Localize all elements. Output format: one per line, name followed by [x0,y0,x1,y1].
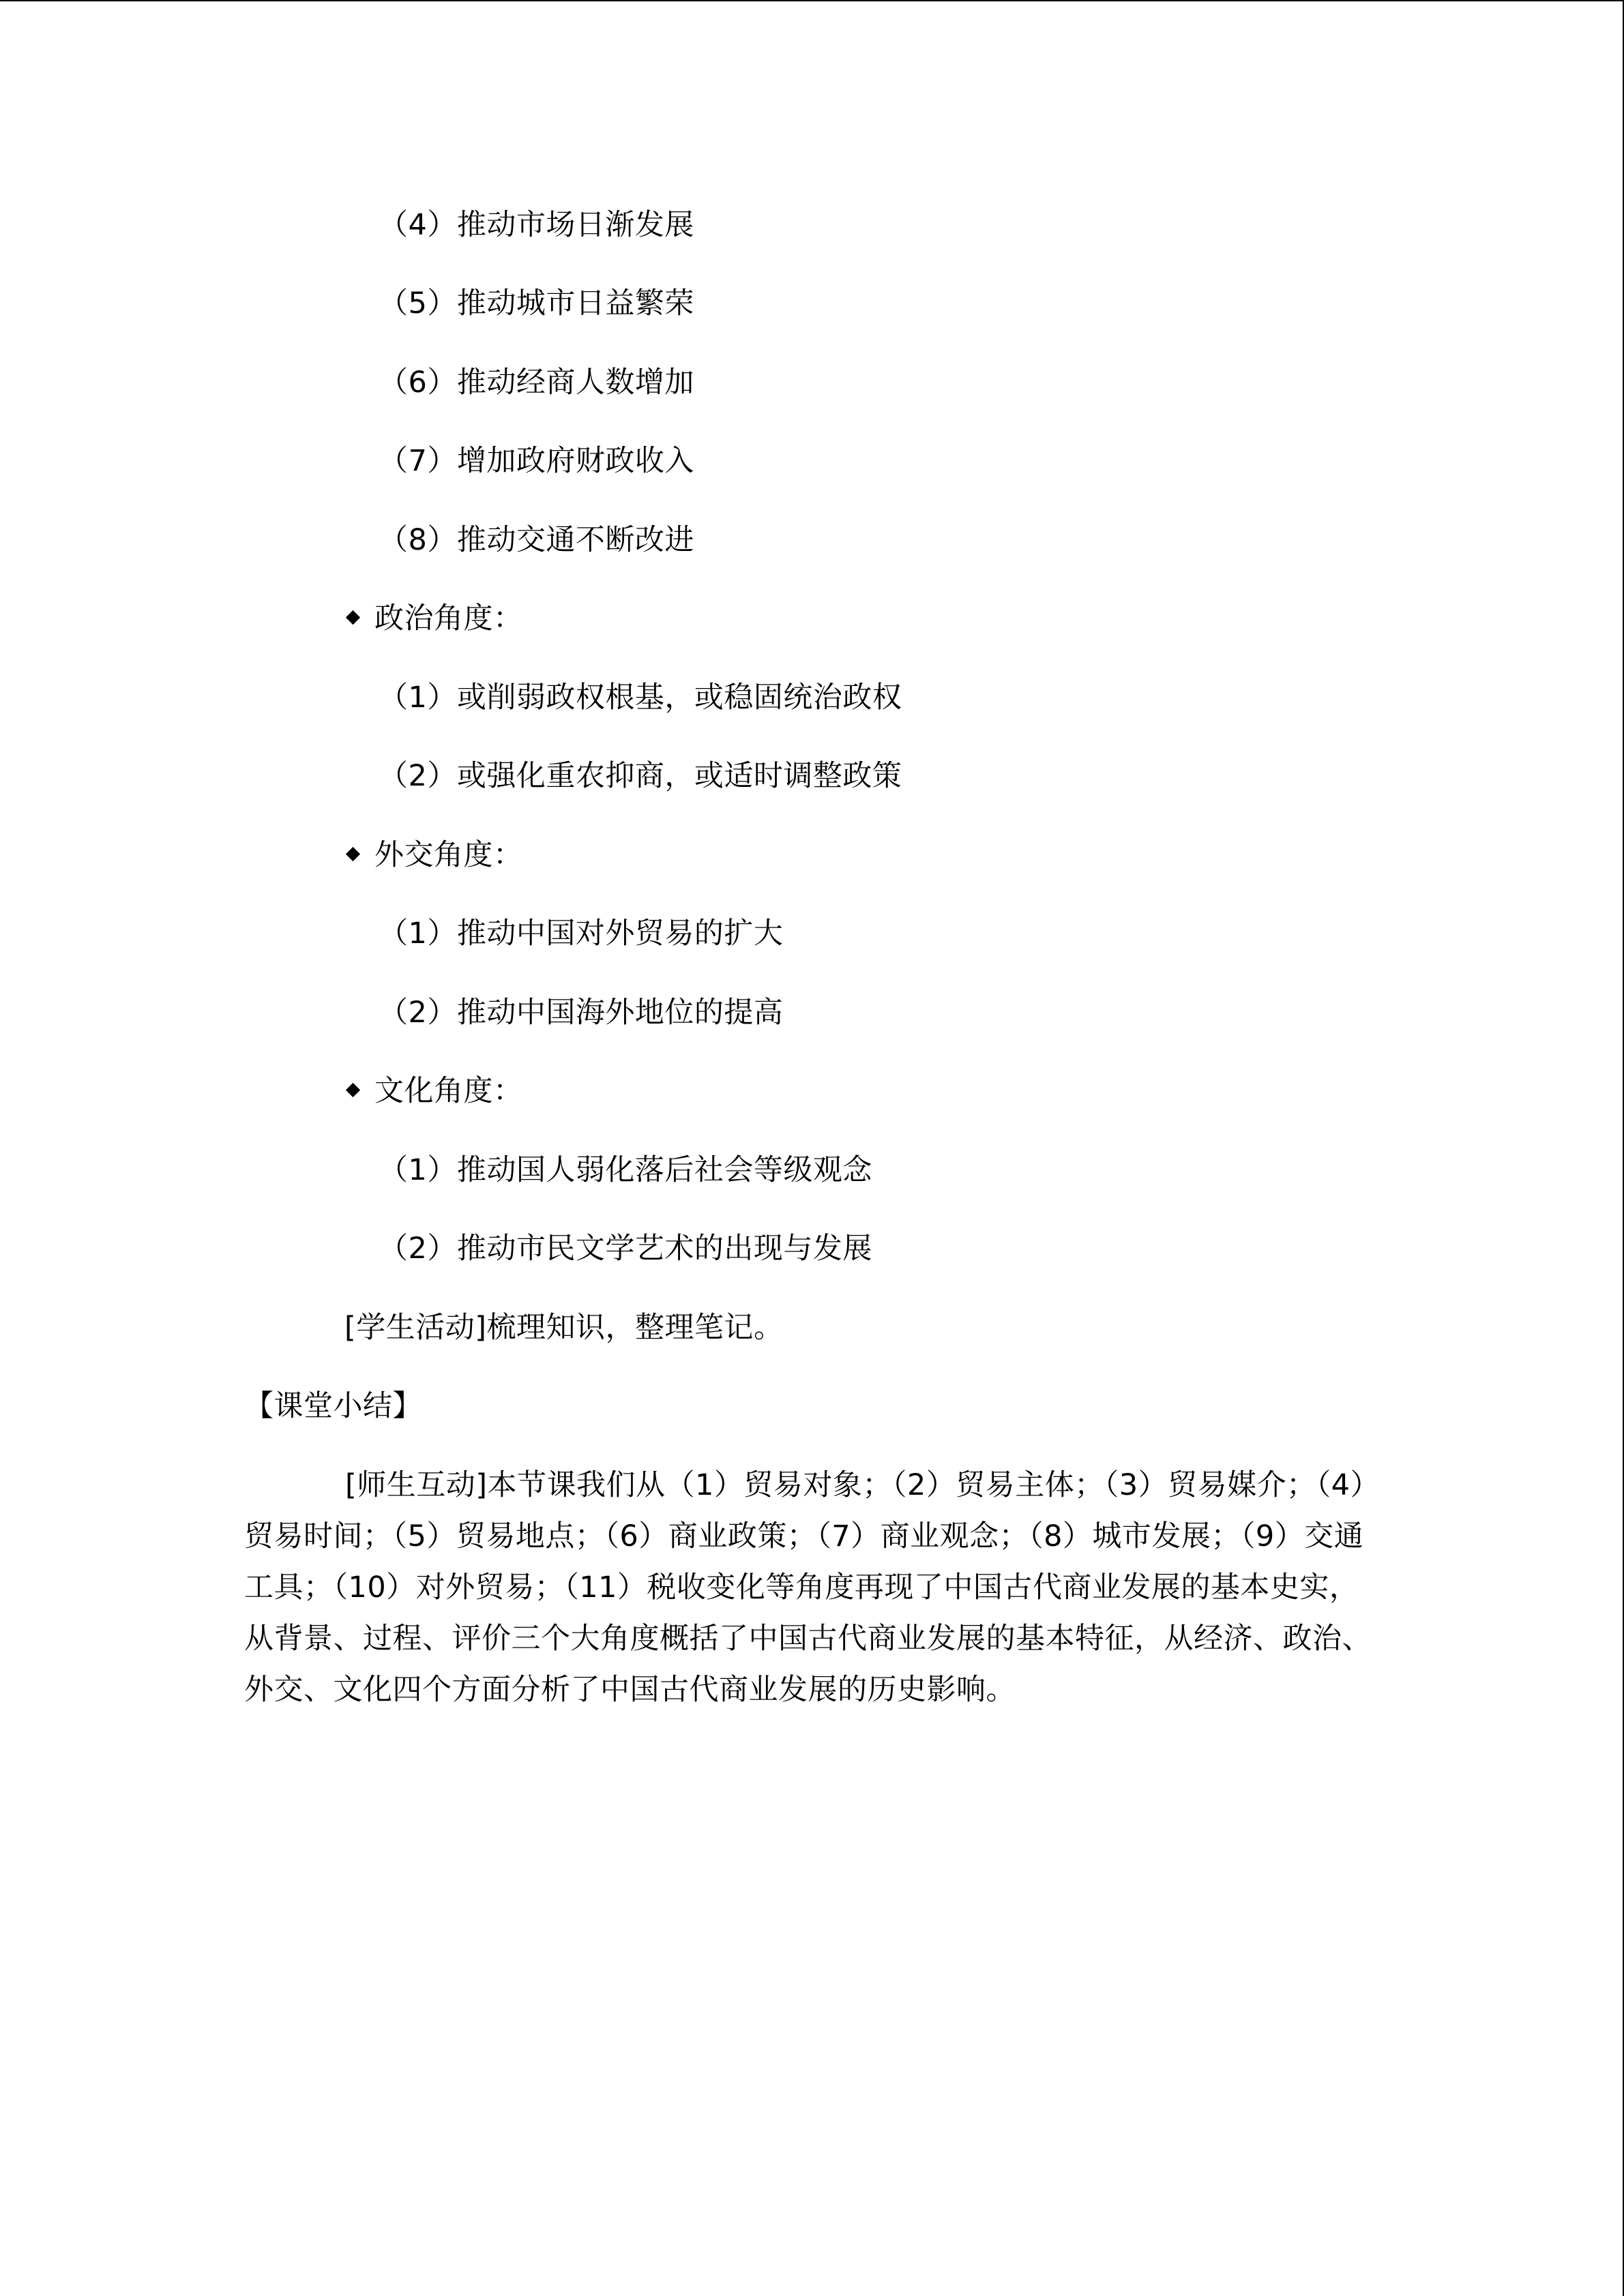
diplomatic-heading [344,835,523,875]
political-heading-text: 政治角度： [374,601,523,636]
economic-item-4: （4）推动市场日渐发展 [379,208,694,242]
student-activity: [学生活动]梳理知识，整理笔记。 [344,1311,784,1345]
cultural-heading-text: 文化角度： [374,1074,523,1108]
economic-item-5: （5）推动城市日益繁荣 [379,286,694,320]
political-heading [344,599,523,638]
economic-item-7: （7）增加政府财政收入 [379,444,694,478]
political-item-2: （2）或强化重农抑商，或适时调整政策 [379,759,902,793]
summary-paragraph: [师生互动]本节课我们从（1）贸易对象；（2）贸易主体；（3）贸易媒介；（4）贸易时间；（5）贸易地点；（6）商业政策；（7）商业观念；（8）城市发展；（9）交通工具；（10）对外贸易；（11）税收变化等角度再现了中国古代商业发展的基本史实，从背景、过程、评价三个大角度概括了中国古代商业发展的基本特征，从经济、政治、外交、文化四个方面分析了中国古代商业发展的历史影响。 [244,1468,1380,1707]
cultural-heading [344,1071,523,1111]
cultural-item-2: （2）推动市民文学艺术的出现与发展 [379,1232,872,1266]
cultural-item-1: （1）推动国人弱化落后社会等级观念 [379,1153,872,1187]
economic-item-8: （8）推动交通不断改进 [379,523,694,557]
diplomatic-heading-text: 外交角度： [374,838,523,872]
diamond-bullet-icon [344,609,362,627]
diplomatic-item-2: （2）推动中国海外地位的提高 [379,996,784,1030]
summary-heading: 【课堂小结】 [244,1389,422,1423]
diamond-bullet-icon [344,1082,362,1099]
economic-item-6: （6）推动经商人数增加 [379,366,694,400]
diamond-bullet-icon [344,846,362,863]
political-item-1: （1）或削弱政权根基，或稳固统治政权 [379,681,902,715]
diplomatic-item-1: （1）推动中国对外贸易的扩大 [379,916,784,951]
